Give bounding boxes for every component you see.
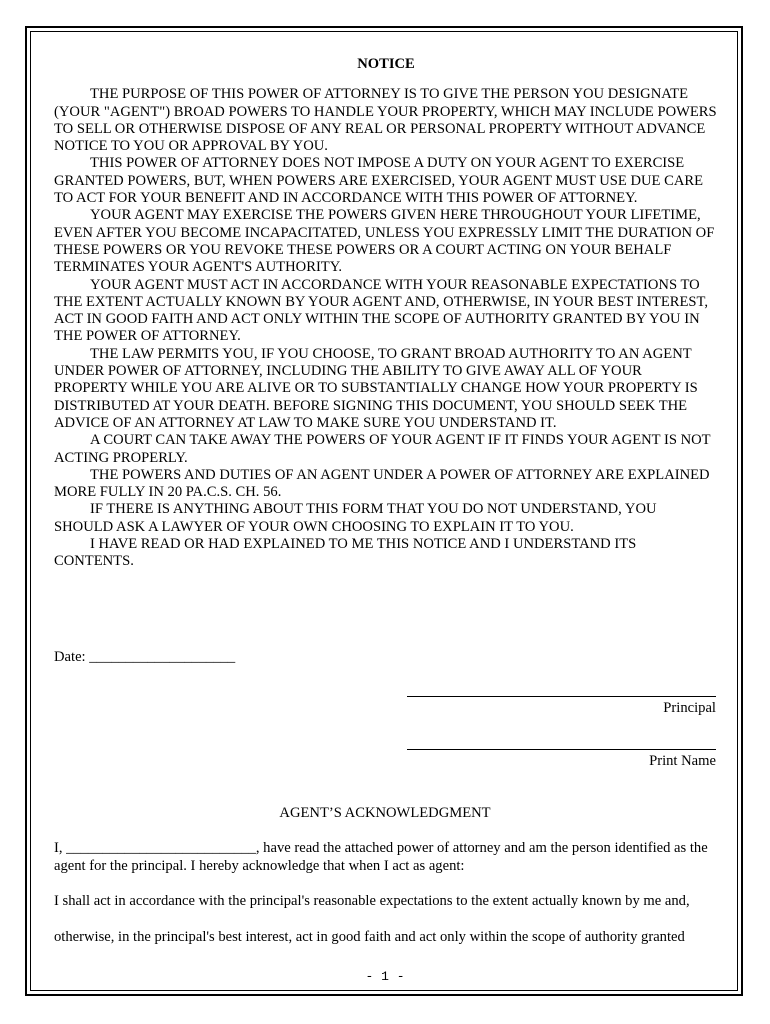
principal-signature-line[interactable] bbox=[407, 696, 716, 697]
notice-paragraph: THIS POWER OF ATTORNEY DOES NOT IMPOSE A DUTY ON YOUR AGENT TO EXERCISE GRANTED POWERS, BUT, WHEN POWERS ARE EXERCISED, YOUR AGENT MUST USE DUE CARE TO ACT FOR YOUR BENEFIT AND IN ACCORDANCE WITH THIS POWER OF ATTORNEY. bbox=[54, 155, 704, 207]
notice-title: NOTICE bbox=[357, 56, 415, 72]
acknowledgment-title: AGENT’S ACKNOWLEDGMENT bbox=[279, 805, 491, 821]
acknowledgment-paragraph: I shall act in accordance with the principal's reasonable expectations to the extent actually known by me and, bbox=[54, 893, 690, 909]
notice-paragraph: THE PURPOSE OF THIS POWER OF ATTORNEY IS TO GIVE THE PERSON YOU DESIGNATE (YOUR "AGENT") BROAD POWERS TO HANDLE YOUR PROPERTY, WHICH MAY INCLUDE POWERS TO SELL OR OTHERWISE DISPOSE OF ANY REAL OR PERSONAL PROPERTY WITHOUT ADVANCE NOTICE TO YOU OR APPROVAL BY YOU. bbox=[54, 86, 717, 155]
notice-paragraph: YOUR AGENT MAY EXERCISE THE POWERS GIVEN HERE THROUGHOUT YOUR LIFETIME, EVEN AFTER YOU BECOME INCAPACITATED, UNLESS YOU EXPRESSLY LIMIT THE DURATION OF THESE POWERS OR YOU REVOKE THESE POWERS OR A COURT ACTING ON YOUR BEHALF TERMINATES YOUR AGENT'S AUTHORITY. bbox=[54, 207, 715, 276]
acknowledgment-paragraph: otherwise, in the principal's best interest, act in good faith and act only within the scope of authority granted bbox=[54, 929, 685, 945]
page-number: - 1 - bbox=[365, 969, 405, 984]
notice-section bbox=[54, 56, 718, 571]
notice-paragraph: A COURT CAN TAKE AWAY THE POWERS OF YOUR AGENT IF IT FINDS YOUR AGENT IS NOT ACTING PROPERLY. bbox=[54, 432, 711, 466]
print-name-line[interactable] bbox=[407, 749, 716, 750]
date-field[interactable]: Date: ____________________ bbox=[54, 649, 236, 665]
print-name-label: Print Name bbox=[649, 753, 716, 769]
notice-paragraph: THE LAW PERMITS YOU, IF YOU CHOOSE, TO GRANT BROAD AUTHORITY TO AN AGENT UNDER POWER OF ATTORNEY, INCLUDING THE ABILITY TO GIVE AWAY ALL OF YOUR PROPERTY WHILE YOU ARE ALIVE OR TO SUBSTANTIALLY CHANGE HOW YOUR PROPERTY IS DISTRIBUTED AT YOUR DEATH. BEFORE SIGNING THIS DOCUMENT, YOU SHOULD SEEK THE ADVICE OF AN ATTORNEY AT LAW TO MAKE SURE YOU UNDERSTAND IT. bbox=[54, 345, 698, 431]
principal-label: Principal bbox=[663, 700, 716, 716]
notice-paragraph: YOUR AGENT MUST ACT IN ACCORDANCE WITH YOUR REASONABLE EXPECTATIONS TO THE EXTENT ACTUALLY KNOWN BY YOUR AGENT AND, OTHERWISE, IN YOUR BEST INTEREST, ACT IN GOOD FAITH AND ACT ONLY WITHIN THE SCOPE OF AUTHORITY GRANTED BY YOU IN THE POWER OF ATTORNEY. bbox=[54, 276, 709, 345]
acknowledgment-paragraph: I, __________________________, have read the attached power of attorney and am the person identified as the agent for the principal. I hereby acknowledge that when I act as agent: bbox=[54, 840, 708, 874]
notice-paragraph: I HAVE READ OR HAD EXPLAINED TO ME THIS NOTICE AND I UNDERSTAND ITS CONTENTS. bbox=[54, 536, 637, 570]
notice-paragraph: IF THERE IS ANYTHING ABOUT THIS FORM THAT YOU DO NOT UNDERSTAND, YOU SHOULD ASK A LAWYER OF YOUR OWN CHOOSING TO EXPLAIN IT TO YOU. bbox=[54, 501, 657, 535]
notice-paragraph: THE POWERS AND DUTIES OF AN AGENT UNDER A POWER OF ATTORNEY ARE EXPLAINED MORE FULLY IN 20 PA.C.S. CH. 56. bbox=[54, 466, 710, 501]
